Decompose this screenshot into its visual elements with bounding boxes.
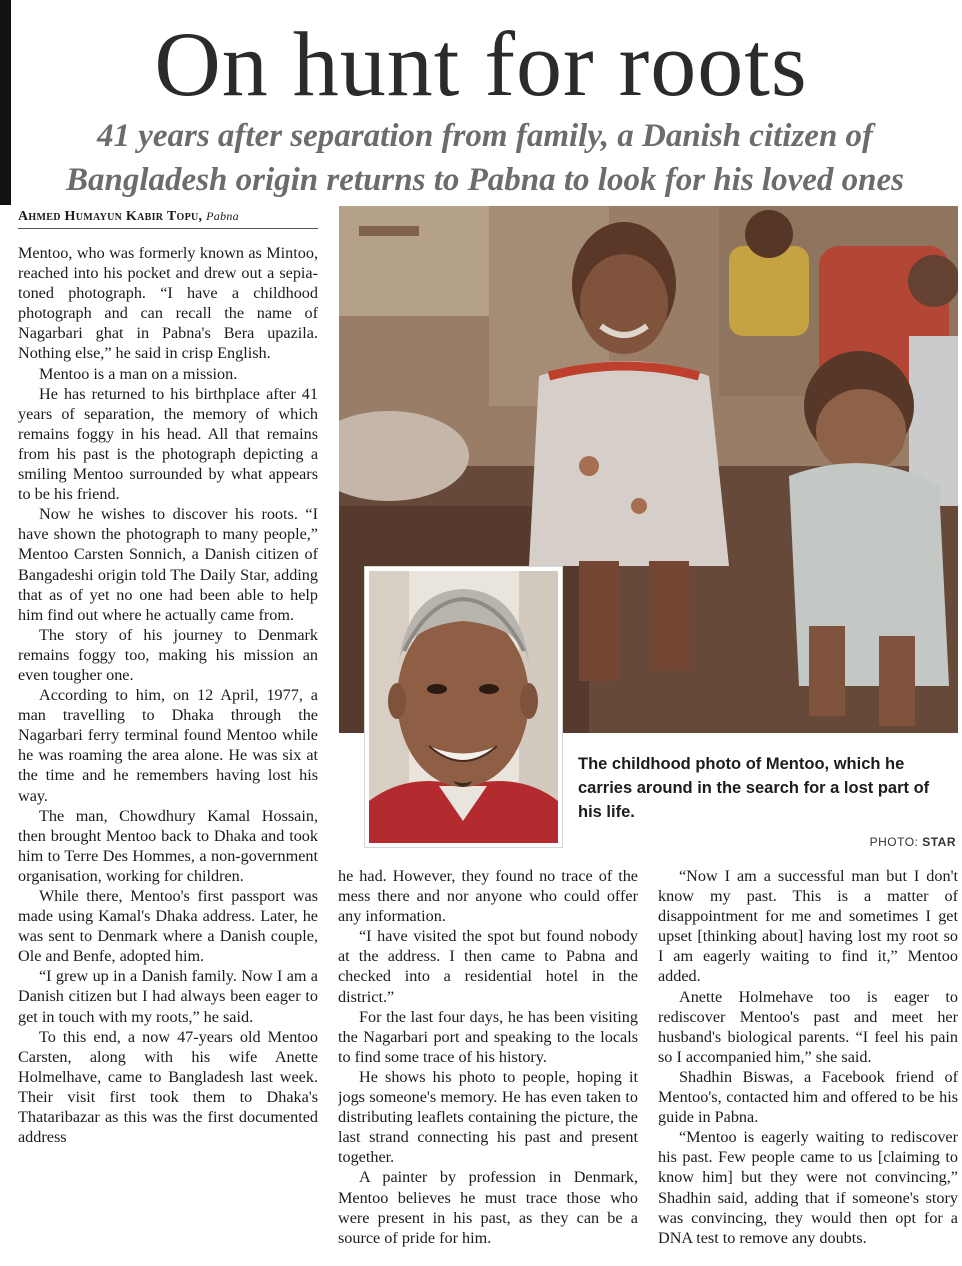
article-column-3 <box>658 866 958 1266</box>
byline-author: Ahmed Humayun Kabir Topu, <box>18 209 203 224</box>
paragraph: “I grew up in a Danish family. Now I am a Danish citizen but I had always been eager to get in touch with my roots,” he said. <box>18 967 318 1026</box>
paragraph: Now he wishes to discover his roots. “I have shown the photograph to many people,” Mentoo Carsten Sonnich, a Danish citizen of Bangadeshi origin told The Daily Star, adding that as of yet no one had been able to help him find out where he actually came from. <box>18 505 318 624</box>
subheadline-line-2: Bangladesh origin returns to Pabna to look for his loved ones <box>66 162 904 198</box>
subheadline <box>20 114 950 202</box>
paragraph: Mentoo is a man on a mission. <box>39 364 238 383</box>
paragraph: Mentoo, who was formerly known as Mintoo, reached into his pocket and drew out a sepia-toned photograph. “I have a childhood photograph and can recall the name of Nagarbari ghat in Pabna's Bera upazila. Nothing else,” he said in crisp English. <box>18 244 318 363</box>
subheadline-line-1: 41 years after separation from family, a Danish citizen of <box>96 118 874 154</box>
portrait-photo <box>364 566 563 848</box>
paragraph: The man, Chowdhury Kamal Hossain, then brought Mentoo back to Dhaka and took him to Terre Des Hommes, a non-government organisation, working for children. <box>18 806 318 885</box>
paragraph: A painter by profession in Denmark, Mentoo believes he must trace those who were present in his past, as they can be a source of pride for him. <box>338 1168 638 1247</box>
paragraph: Shadhin Biswas, a Facebook friend of Mentoo's, contacted him and offered to be his guide in Pabna. <box>658 1067 958 1127</box>
byline <box>18 207 318 229</box>
photo-credit-label: PHOTO: <box>869 835 919 849</box>
article-column-1 <box>18 243 318 1266</box>
paragraph: he had. However, they found no trace of the mess there and nor anyone who could offer any information. <box>338 867 638 926</box>
paragraph: Anette Holmehave too is eager to rediscover Mentoo's past and meet her husband's biological parents. “I feel his pain so I accompanied him,” she said. <box>658 987 958 1066</box>
photo-caption: The childhood photo of Mentoo, which he carries around in the search for a lost part of his life. <box>578 755 930 821</box>
headline: On hunt for roots <box>154 13 808 115</box>
paragraph: To this end, a now 47-years old Mentoo Carsten, along with his wife Anette Holmelhave, came to Bangladesh last week. Their visit first took them to Dhaka's Thataribazar as this was the first documented address <box>18 1027 318 1147</box>
paragraph: While there, Mentoo's first passport was made using Kamal's Dhaka address. Later, he was sent to Denmark where a Danish couple, Ole and Benfe, adopted him. <box>18 887 318 966</box>
photo-credit <box>860 835 956 849</box>
article-column-2 <box>338 866 638 1266</box>
paragraph: According to him, on 12 April, 1977, a man travelling to Dhaka through the Nagarbari ferry terminal found Mentoo while he was roaming the area alone. He was six at the time and he remembers having lost his way. <box>18 686 318 805</box>
paragraph: “I have visited the spot but found nobody at the address. I then came to Pabna and checked into a residential hotel in the district.” <box>338 927 638 1006</box>
paragraph: He has returned to his birthplace after 41 years of separation, the memory of which remains foggy in his head. All that remains from his past is the photograph depicting a smiling Mentoo surrounded by what appears to be his friend. <box>18 384 318 504</box>
portrait-photo-illustration <box>369 571 558 843</box>
paragraph: “Now I am a successful man but I don't know my past. This is a matter of disappointment for me and sometimes I get upset [thinking about] having lost my root so I am eagerly waiting to find it,” Mentoo added. <box>658 867 958 986</box>
paragraph: For the last four days, he has been visiting the Nagarbari port and speaking to the locals to find some trace of his history. <box>338 1007 638 1066</box>
paragraph: “Mentoo is eagerly waiting to rediscover his past. Few people came to us [claiming to know him] but they were not convincing,” Shadhin said, adding that if someone's story was convincing, they would then opt for a DNA test to remove any doubts. <box>658 1128 958 1247</box>
paragraph: He shows his photo to people, hoping it jogs someone's memory. He has even taken to distributing leaflets containing the picture, the last strand connecting his past and present together. <box>338 1067 638 1167</box>
photo-credit-source: STAR <box>922 835 956 849</box>
byline-place: Pabna <box>206 209 239 223</box>
paragraph: The story of his journey to Denmark remains foggy too, making his mission an even tougher one. <box>18 625 318 684</box>
